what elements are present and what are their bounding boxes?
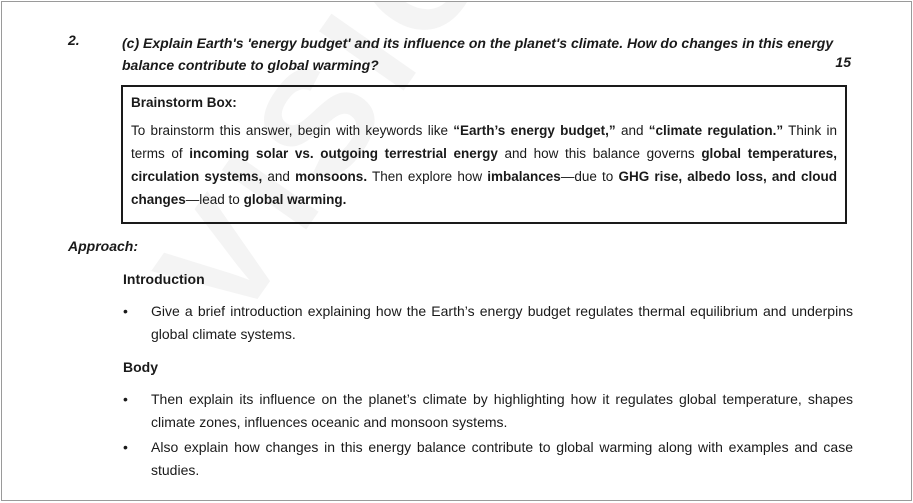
brainstorm-text-segment: —due to [560,169,619,184]
brainstorm-keyword: monsoons. [295,169,368,184]
bullet-text: Also explain how changes in this energy balance contribute to global warming along with examples and case studies. [151,439,853,478]
brainstorm-text [131,119,837,211]
brainstorm-keyword: incoming solar vs. outgoing terrestrial energy [189,146,498,161]
brainstorm-text-segment: Think in terms of [131,123,837,161]
approach-label: Approach: [68,238,138,254]
body-heading: Body [123,359,158,375]
bullet-icon: • [123,303,128,319]
brainstorm-text-segment: and how this balance governs [497,146,702,161]
brainstorm-keyword: global temperatures, circulation systems, [131,146,837,184]
brainstorm-keyword: global warming. [243,192,347,207]
question-marks: 15 [835,54,851,70]
brainstorm-title: Brainstorm Box: [131,95,237,110]
question-text: (c) Explain Earth's 'energy budget' and its influence on the planet's climate. How do changes in this energy balance contribute to global warming? [122,35,834,73]
bullet-icon: • [123,439,128,455]
brainstorm-keyword: imbalances [487,169,561,184]
brainstorm-text-segment: To brainstorm this answer, begin with keywords like [131,123,454,138]
list-item [123,436,853,482]
brainstorm-text-segment: and [262,169,296,184]
bullet-text: Give a brief introduction explaining how the Earth’s energy budget regulates thermal equilibrium and underpins global climate systems. [151,303,853,342]
brainstorm-keyword: “Earth’s energy budget,” [453,123,616,138]
brainstorm-text-segment: Then explore how [367,169,488,184]
bullet-text: Then explain its influence on the planet’s climate by highlighting how it regulates global temperature, shapes climate zones, influences oceanic and monsoon systems. [151,391,853,430]
bullet-icon: • [123,391,128,407]
brainstorm-text-segment: —lead to [185,192,244,207]
brainstorm-box [121,85,847,224]
introduction-heading: Introduction [123,271,205,287]
brainstorm-text-segment: and [615,123,649,138]
brainstorm-keyword: GHG rise, albedo loss, and cloud changes [131,169,838,207]
brainstorm-keyword: “climate regulation.” [648,123,784,138]
question-number: 2. [68,32,80,48]
list-item [123,388,853,434]
document-page [1,1,912,501]
list-item [123,300,853,346]
